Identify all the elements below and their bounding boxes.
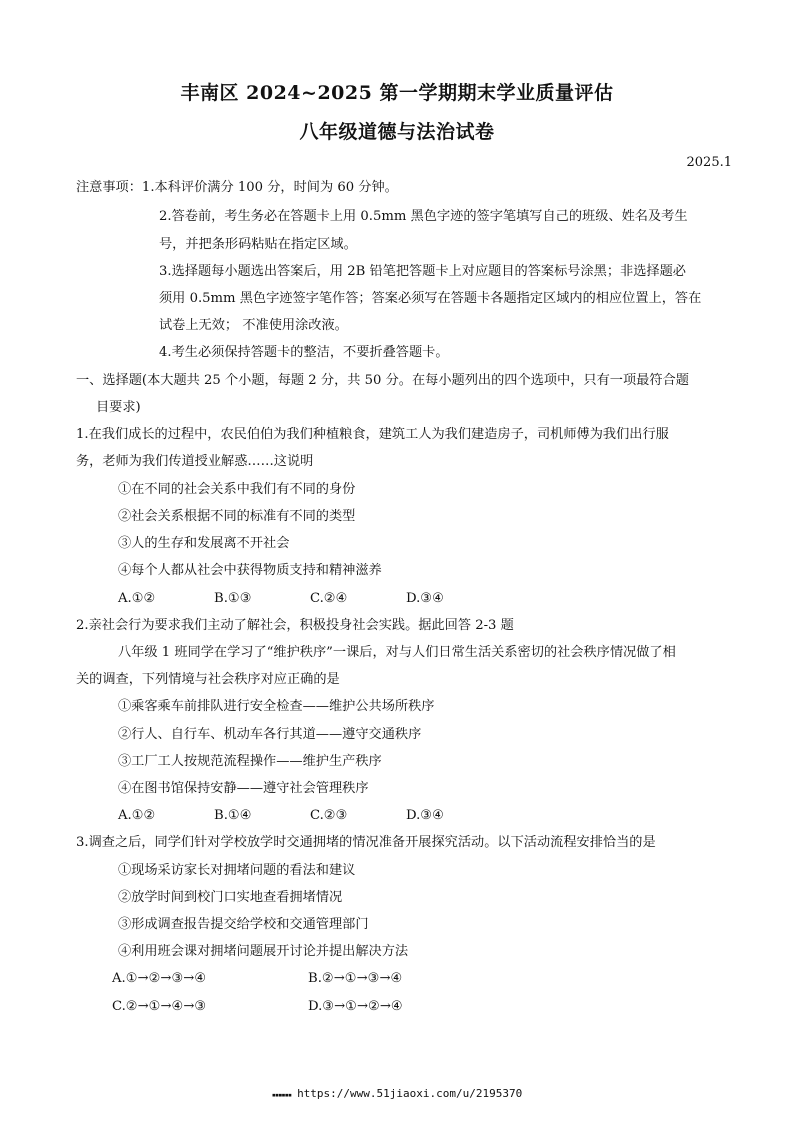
q3-choice-b: B.②→①→③→④: [308, 971, 403, 986]
q1-choice-c: C.②④: [310, 591, 348, 606]
q2-item-3: ③工厂工人按规范流程操作——维护生产秩序: [118, 754, 382, 769]
section-heading-line-1: 一、选择题(本大题共 25 个小题，每题 2 分，共 50 分。在每小题列出的四个选项中，只有一项最符合题: [76, 373, 689, 388]
q1-item-2: ②社会关系根据不同的标准有不同的类型: [118, 509, 356, 524]
q1-item-4: ④每个人都从社会中获得物质支持和精神滋养: [118, 563, 382, 578]
q2-choices: [118, 807, 502, 825]
q2-stem: 2.亲社会行为要求我们主动了解社会，积极投身社会实践。据此回答 2-3 题: [76, 618, 514, 633]
q3-item-2: ②放学时间到校门口实地查看拥堵情况: [118, 890, 343, 905]
q3-choices-row-1: [112, 970, 504, 988]
note-2-line-1: 2.答卷前，考生务必在答题卡上用 0.5mm 黑色字迹的签字笔填写自己的班级、姓名及考生: [159, 209, 688, 224]
note-1: 注意事项：1.本科评价满分 100 分，时间为 60 分钟。: [76, 180, 398, 195]
q2-para-line-2: 关的调查，下列情境与社会秩序对应正确的是: [76, 672, 340, 687]
footer: [0, 1087, 794, 1100]
q2-item-4: ④在图书馆保持安静——遵守社会管理秩序: [118, 781, 369, 796]
q2-choice-a: A.①②: [118, 808, 156, 823]
section-heading-line-2: 目要求): [96, 400, 141, 415]
q2-choice-b: B.①④: [214, 808, 252, 823]
q3-choice-d: D.③→①→②→④: [308, 999, 403, 1014]
exam-subtitle: 八年级道德与法治试卷: [299, 121, 495, 143]
q3-item-3: ③形成调查报告提交给学校和交通管理部门: [118, 917, 369, 932]
q3-choices-row-2: [112, 998, 504, 1016]
q3-choice-c: C.②→①→④→③: [112, 999, 207, 1014]
note-3-line-3: 试卷上无效； 不准使用涂改液。: [159, 318, 348, 333]
q3-choice-a: A.①→②→③→④: [112, 971, 207, 986]
exam-title: 丰南区 2024~2025 第一学期期末学业质量评估: [180, 82, 614, 104]
q3-item-4: ④利用班会课对拥堵问题展开讨论并提出解决方法: [118, 944, 409, 959]
q3-item-1: ①现场采访家长对拥堵问题的看法和建议: [118, 863, 356, 878]
q1-choice-d: D.③④: [406, 591, 444, 606]
footer-tag: ▪▪▪▪▪▪: [271, 1091, 292, 1099]
q1-item-1: ①在不同的社会关系中我们有不同的身份: [118, 482, 356, 497]
q1-choices: [118, 590, 502, 608]
footer-url[interactable]: https://www.51jiaoxi.com/u/2195370: [297, 1087, 523, 1100]
q2-choice-d: D.③④: [406, 808, 444, 823]
note-2-line-2: 号，并把条形码粘贴在指定区域。: [159, 237, 357, 252]
note-3-line-2: 须用 0.5mm 黑色字迹签字笔作答；答案必须写在答题卡各题指定区域内的相应位置上，答在: [159, 291, 702, 306]
q2-para-line-1: 八年级 1 班同学在学习了“维护秩序”一课后，对与人们日常生活关系密切的社会秩序情况做了相: [118, 645, 676, 660]
q2-item-1: ①乘客乘车前排队进行安全检查——维护公共场所秩序: [118, 699, 435, 714]
q2-choice-c: C.②③: [310, 808, 348, 823]
note-3-line-1: 3.选择题每小题选出答案后，用 2B 铅笔把答题卡上对应题目的答案标号涂黑；非选择题必: [159, 264, 686, 279]
q1-choice-a: A.①②: [118, 591, 156, 606]
q1-choice-b: B.①③: [214, 591, 252, 606]
q1-stem-line-1: 1.在我们成长的过程中，农民伯伯为我们种植粮食，建筑工人为我们建造房子，司机师傅为我们出行服: [76, 427, 669, 442]
q1-stem-line-2: 务，老师为我们传道授业解惑……这说明: [76, 454, 314, 469]
q3-stem: 3.调查之后，同学们针对学校放学时交通拥堵的情况准备开展探究活动。以下活动流程安排恰当的是: [76, 835, 656, 850]
exam-date: 2025.1: [686, 155, 732, 170]
q2-item-2: ②行人、自行车、机动车各行其道——遵守交通秩序: [118, 727, 422, 742]
note-4: 4.考生必须保持答题卡的整洁，不要折叠答题卡。: [159, 345, 449, 360]
q1-item-3: ③人的生存和发展离不开社会: [118, 536, 290, 551]
